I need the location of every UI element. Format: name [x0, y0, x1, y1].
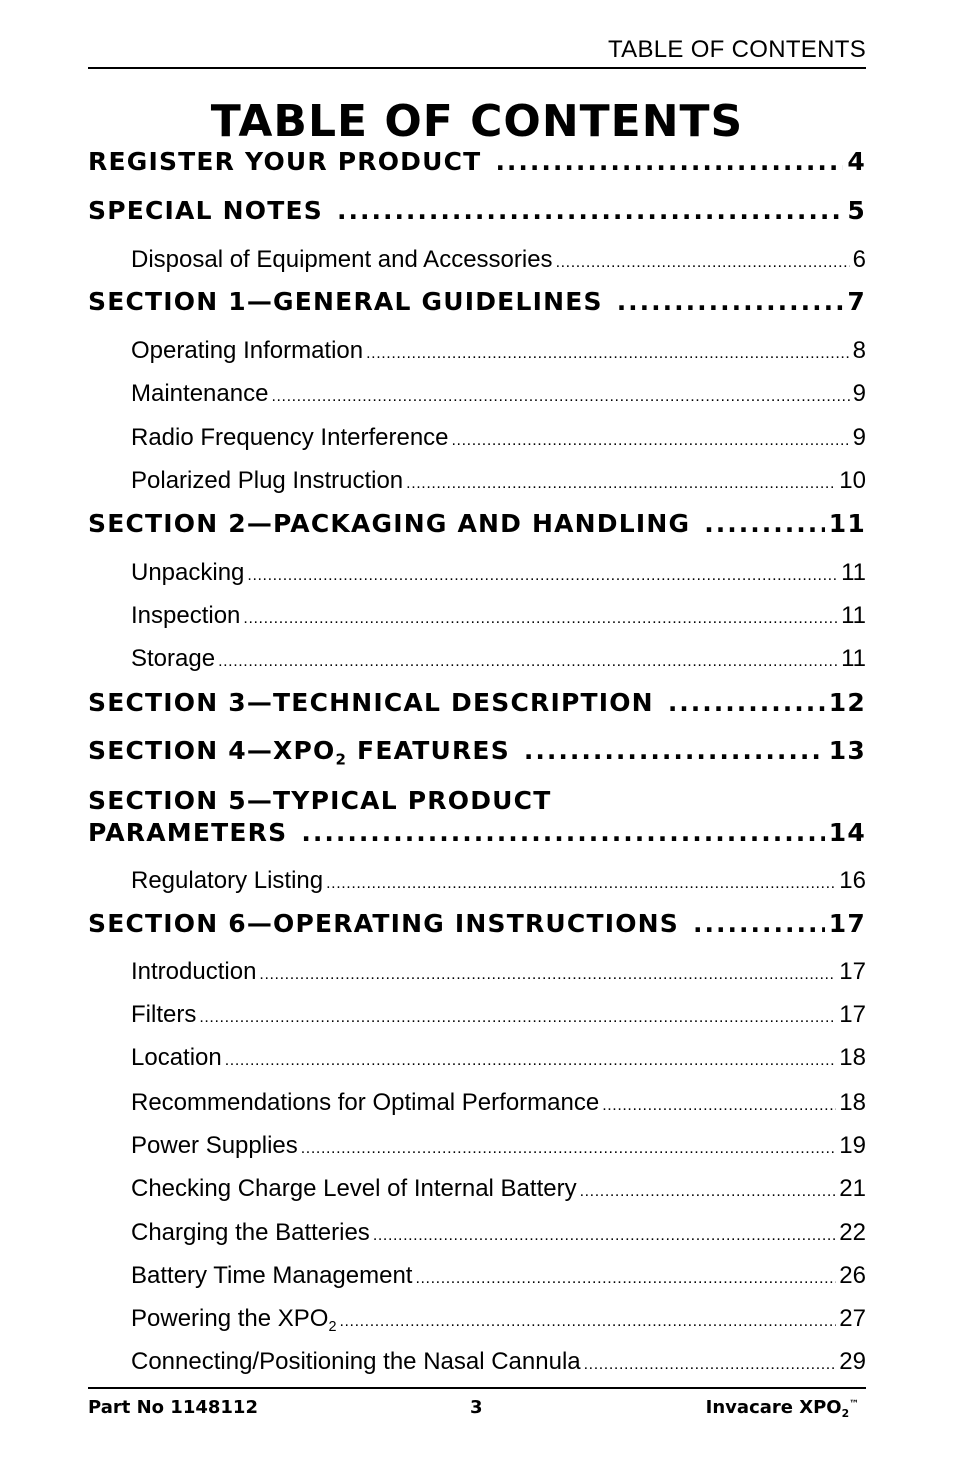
dot-leader: [199, 1009, 836, 1027]
toc-entry-text: Recommendations for Optimal Performance: [131, 1089, 600, 1116]
toc-entry-text: Power Supplies: [131, 1132, 298, 1159]
dot-leader: [495, 147, 843, 176]
toc-entry-disposal[interactable]: [131, 246, 866, 274]
running-header: TABLE OF CONTENTS: [607, 36, 866, 63]
toc-entry-text: Location: [131, 1044, 222, 1071]
toc-entry-text: Charging the Batteries: [131, 1219, 370, 1246]
dot-leader: [326, 875, 836, 893]
toc-entry-text: Operating Information: [131, 337, 364, 364]
toc-entry-storage[interactable]: [131, 645, 866, 673]
toc-page-number: 11: [841, 559, 866, 586]
page-title: TABLE OF CONTENTS: [210, 96, 744, 147]
toc-entry-battery-time[interactable]: [131, 1262, 866, 1290]
toc-page-number: 16: [839, 867, 866, 894]
toc-entry-text: Connecting/Positioning the Nasal Cannula: [131, 1348, 581, 1375]
trademark-symbol: ™: [849, 1399, 859, 1411]
dot-leader: [337, 196, 843, 225]
toc-entry-text: SECTION 1—GENERAL GUIDELINES: [88, 287, 603, 316]
toc-entry-introduction[interactable]: [131, 958, 866, 986]
toc-entry-text: Polarized Plug Instruction: [131, 467, 404, 494]
toc-entry-text: Introduction: [131, 958, 257, 985]
toc-entry-regulatory-listing[interactable]: [131, 867, 866, 895]
toc-entry-location[interactable]: [131, 1044, 866, 1072]
toc-page-number: 5: [847, 196, 866, 225]
toc-entry-text: Battery Time Management: [131, 1262, 413, 1289]
toc-entry-text-part: SECTION 4—XPO: [88, 736, 336, 765]
dot-leader: [602, 1097, 836, 1115]
toc-page-number: 7: [847, 287, 866, 316]
toc-entry-text: SECTION 6—OPERATING INSTRUCTIONS: [88, 909, 679, 938]
toc-page-number: 22: [839, 1219, 866, 1246]
toc-entry-section-5[interactable]: [88, 818, 866, 847]
dot-leader: [339, 1313, 836, 1331]
toc-page-number: 18: [839, 1089, 866, 1116]
toc-page-number: 21: [839, 1175, 866, 1202]
dot-leader: [301, 818, 824, 847]
header-rule: [88, 67, 866, 69]
toc-page-number: 29: [839, 1348, 866, 1375]
dot-leader: [693, 909, 825, 938]
toc-entry-inspection[interactable]: [131, 602, 866, 630]
toc-page-number: 18: [839, 1044, 866, 1071]
subscript: 2: [335, 750, 348, 769]
toc-entry-operating-information[interactable]: [131, 337, 866, 365]
toc-entry-text: Inspection: [131, 602, 241, 629]
toc-entry-text: PARAMETERS: [88, 818, 288, 847]
toc-entry-text-part: Powering the XPO: [131, 1305, 329, 1332]
toc-page-number: 8: [852, 337, 866, 364]
footer-part-number: Part No 1148112: [88, 1397, 258, 1418]
toc-entry-polarized-plug[interactable]: [131, 467, 866, 495]
toc-entry-text: Disposal of Equipment and Accessories: [131, 246, 553, 273]
toc-entry-special-notes[interactable]: [88, 196, 866, 225]
dot-leader: [225, 1052, 837, 1070]
footer-product-name: [706, 1397, 859, 1418]
toc-entry-text: SPECIAL NOTES: [88, 196, 323, 225]
toc-page-number: 9: [852, 380, 866, 407]
toc-entry-power-supplies[interactable]: [131, 1132, 866, 1160]
dot-leader: [704, 509, 825, 538]
dot-leader: [243, 610, 838, 628]
toc-page-number: 9: [852, 424, 866, 451]
toc-entry-register[interactable]: [88, 147, 866, 176]
dot-leader: [556, 254, 850, 272]
dot-leader: [366, 345, 850, 363]
toc-entry-section-5-line1[interactable]: SECTION 5—TYPICAL PRODUCT: [88, 786, 552, 815]
toc-entry-unpacking[interactable]: [131, 559, 866, 587]
toc-page-number: 14: [828, 818, 866, 847]
toc-entry-maintenance[interactable]: [131, 380, 866, 408]
toc-entry-text: Radio Frequency Interference: [131, 424, 449, 451]
toc-page-number: 17: [839, 1001, 866, 1028]
dot-leader: [259, 966, 836, 984]
subscript: 2: [328, 1319, 337, 1336]
toc-entry-text: Regulatory Listing: [131, 867, 324, 894]
toc-page-number: 19: [839, 1132, 866, 1159]
toc-page-number: 11: [841, 602, 866, 629]
dot-leader: [415, 1270, 836, 1288]
toc-entry-text: [131, 1305, 337, 1336]
toc-entry-section-4[interactable]: [88, 736, 866, 769]
toc-entry-recommendations[interactable]: [131, 1089, 866, 1117]
toc-entry-charge-level[interactable]: [131, 1175, 866, 1203]
toc-page-number: 27: [839, 1305, 866, 1332]
footer-rule: [88, 1387, 866, 1389]
toc-entry-section-1[interactable]: [88, 287, 866, 316]
dot-leader: [580, 1183, 837, 1201]
toc-entry-section-6[interactable]: [88, 909, 866, 938]
dot-leader: [452, 432, 850, 450]
toc-entry-text: Filters: [131, 1001, 197, 1028]
toc-page-number: 17: [839, 958, 866, 985]
toc-entry-section-3[interactable]: [88, 688, 866, 717]
dot-leader: [301, 1140, 837, 1158]
toc-page-number: 11: [828, 509, 866, 538]
footer-page-number: 3: [470, 1397, 483, 1418]
toc-entry-text-part: FEATURES: [347, 736, 510, 765]
toc-entry-radio-frequency[interactable]: [131, 424, 866, 452]
toc-page-number: 13: [828, 736, 866, 765]
dot-leader: [584, 1356, 837, 1374]
toc-entry-text: Unpacking: [131, 559, 245, 586]
dot-leader: [524, 736, 825, 765]
toc-page-number: 26: [839, 1262, 866, 1289]
toc-page-number: 11: [841, 645, 866, 672]
dot-leader: [373, 1227, 836, 1245]
toc-entry-nasal-cannula[interactable]: [131, 1348, 866, 1376]
toc-page-number: 17: [828, 909, 866, 938]
toc-entry-text: Maintenance: [131, 380, 269, 407]
toc-entry-text: SECTION 2—PACKAGING AND HANDLING: [88, 509, 691, 538]
toc-entry-text: Checking Charge Level of Internal Battery: [131, 1175, 577, 1202]
toc-page-number: 6: [852, 246, 866, 273]
toc-entry-powering[interactable]: [131, 1305, 866, 1336]
toc-entry-text: REGISTER YOUR PRODUCT: [88, 147, 482, 176]
toc-entry-text: Storage: [131, 645, 216, 672]
dot-leader: [668, 688, 825, 717]
dot-leader: [218, 653, 838, 671]
dot-leader: [247, 567, 838, 585]
toc-page-number: 10: [839, 467, 866, 494]
toc-page-number: 4: [847, 147, 866, 176]
toc-entry-text: SECTION 3—TECHNICAL DESCRIPTION: [88, 688, 654, 717]
toc-entry-text: [88, 736, 510, 769]
toc-page-number: 12: [828, 688, 866, 717]
dot-leader: [617, 287, 844, 316]
subscript: 2: [841, 1406, 850, 1420]
dot-leader: [271, 388, 849, 406]
toc-entry-charging-batteries[interactable]: [131, 1219, 866, 1247]
toc-entry-section-2[interactable]: [88, 509, 866, 538]
toc-entry-filters[interactable]: [131, 1001, 866, 1029]
dot-leader: [406, 475, 836, 493]
footer-product-text: Invacare XPO: [705, 1397, 842, 1418]
